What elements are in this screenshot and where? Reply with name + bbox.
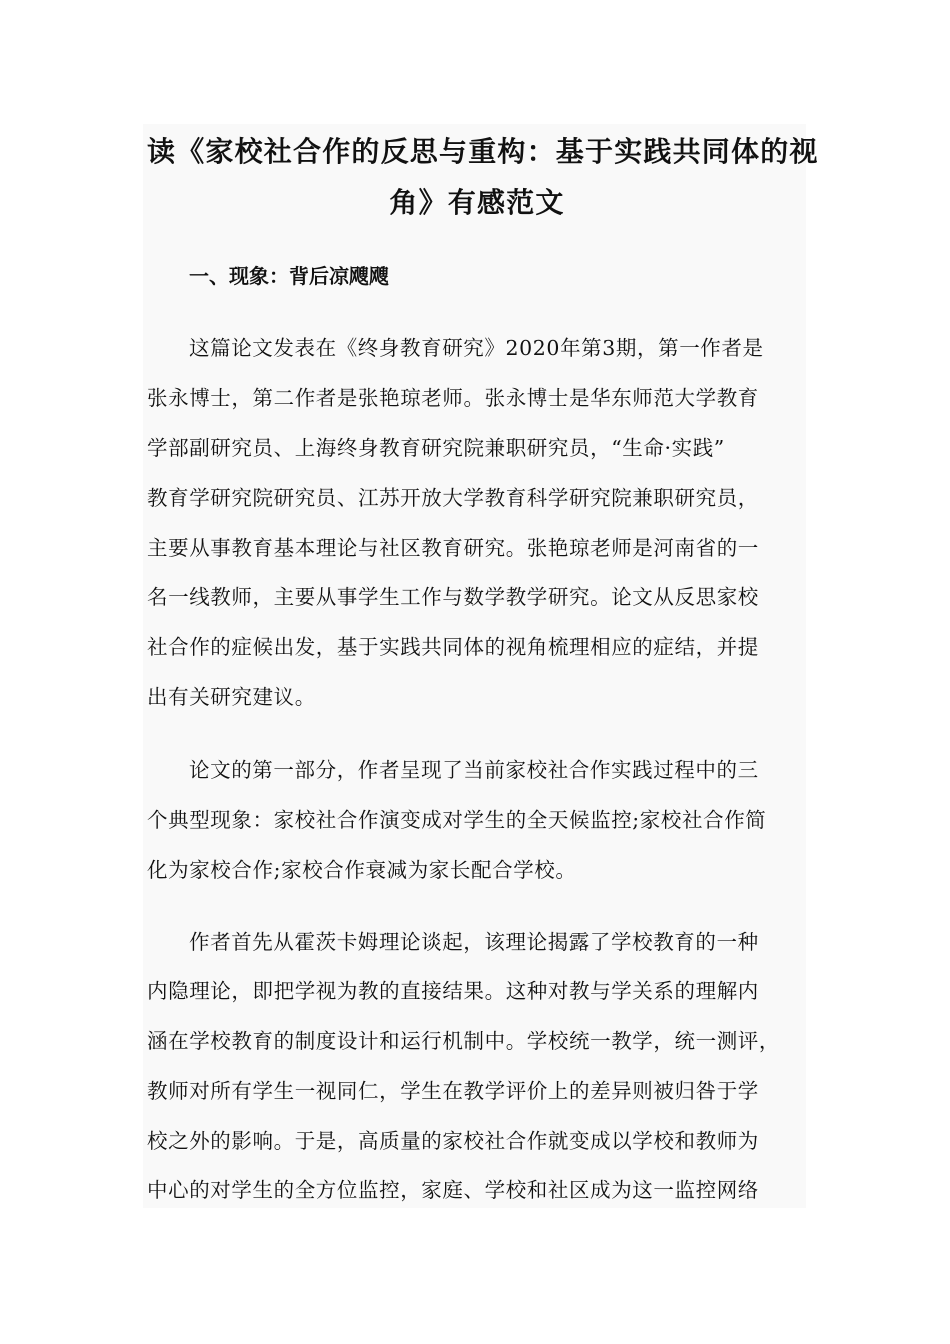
document-title-line-1: 读《家校社合作的反思与重构：基于实践共同体的视 [147,135,819,168]
paragraph-1-line-4: 教育学研究院研究员、江苏开放大学教育科学研究院兼职研究员， [147,486,759,510]
document-title-line-2: 角》有感范文 [389,186,565,219]
paragraph-1-line-7: 社合作的症候出发，基于实践共同体的视角梳理相应的症结，并提 [147,635,759,659]
paragraph-2-line-2: 个典型现象：家校社合作演变成对学生的全天候监控;家校社合作简 [147,808,767,832]
paragraph-3-line-5: 校之外的影响。于是，高质量的家校社合作就变成以学校和教师为 [147,1129,759,1153]
paragraph-3-line-1: 作者首先从霍茨卡姆理论谈起，该理论揭露了学校教育的一种 [189,930,759,954]
paragraph-3-line-2: 内隐理论，即把学视为教的直接结果。这种对教与学关系的理解内 [147,979,759,1003]
paragraph-1-line-2: 张永博士，第二作者是张艳琼老师。张永博士是华东师范大学教育 [147,386,759,410]
paragraph-2-line-1: 论文的第一部分，作者呈现了当前家校社合作实践过程中的三 [189,758,759,782]
paragraph-2-line-3: 化为家校合作;家校合作衰减为家长配合学校。 [147,858,577,882]
paragraph-1-line-8: 出有关研究建议。 [147,685,316,709]
paragraph-3-line-4: 教师对所有学生一视同仁，学生在教学评价上的差异则被归咎于学 [147,1079,759,1103]
paragraph-1-line-3: 学部副研究员、上海终身教育研究院兼职研究员，“生命·实践” [147,436,725,460]
paragraph-3-line-6: 中心的对学生的全方位监控，家庭、学校和社区成为这一监控网络 [147,1178,759,1202]
paragraph-1-line-1: 这篇论文发表在《终身教育研究》2020年第3期，第一作者是 [189,336,764,360]
paragraph-1-line-6: 名一线教师，主要从事学生工作与数学教学研究。论文从反思家校 [147,585,759,609]
section-heading: 一、现象：背后凉飕飕 [189,264,389,288]
paragraph-3-line-3: 涵在学校教育的制度设计和运行机制中。学校统一教学，统一测评， [147,1029,780,1053]
paragraph-1-line-5: 主要从事教育基本理论与社区教育研究。张艳琼老师是河南省的一 [147,536,759,560]
